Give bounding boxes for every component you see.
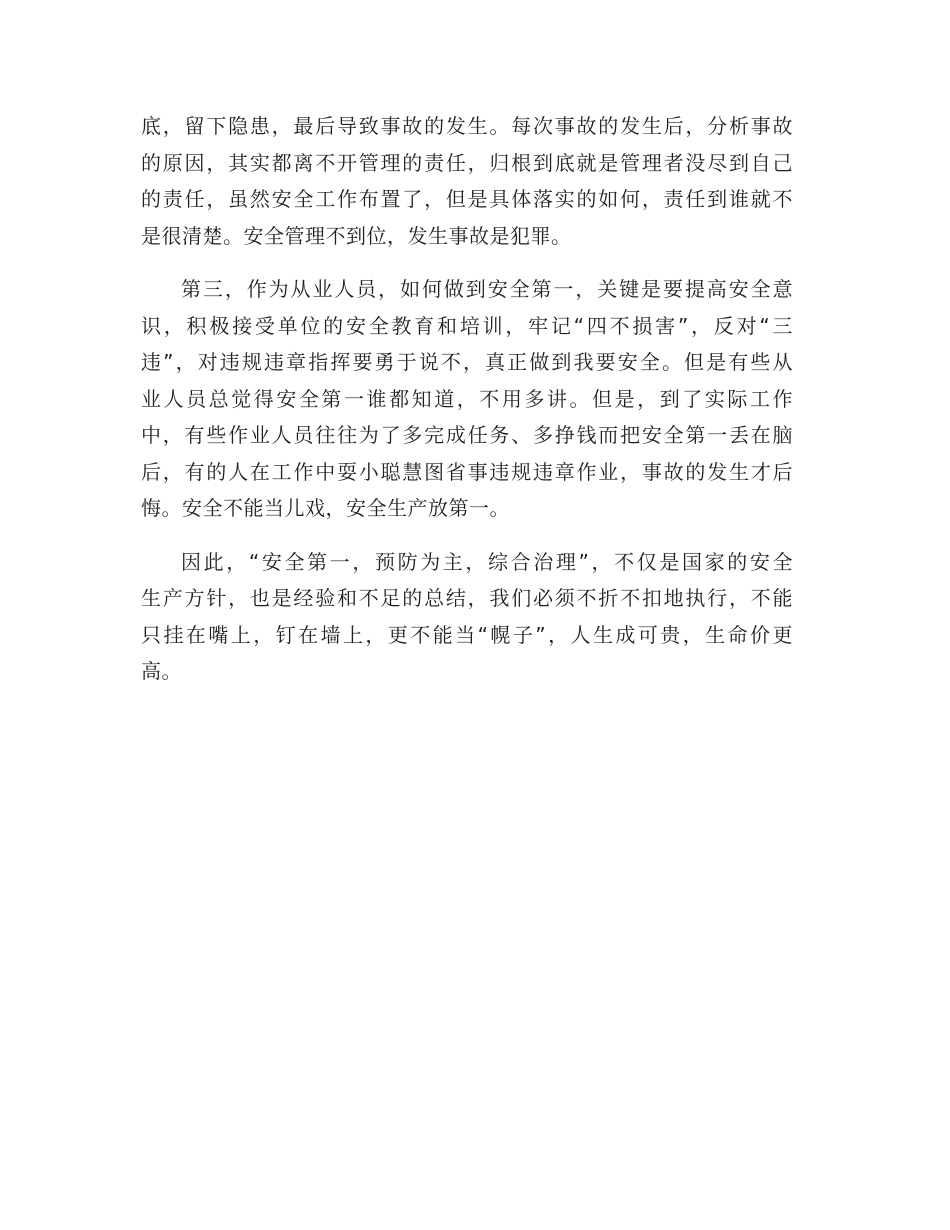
paragraph-line: 的原因，其实都离不开管理的责任，归根到底就是管理者没尽到自己: [141, 150, 793, 175]
paragraph-line: 业人员总觉得安全第一谁都知道，不用多讲。但是，到了实际工作: [141, 386, 793, 411]
paragraph-line: 因此，“安全第一，预防为主，综合治理”，不仅是国家的安全: [181, 549, 793, 574]
paragraph-line: 高。: [141, 659, 182, 683]
paragraph-line: 是很清楚。安全管理不到位，发生事故是犯罪。: [141, 223, 572, 248]
paragraph-line: 后，有的人在工作中耍小聪慧图省事违规违章作业，事故的发生才后: [141, 459, 793, 484]
paragraph-2: [141, 271, 793, 527]
paragraph-1: [141, 108, 793, 254]
paragraph-line: 悔。安全不能当儿戏，安全生产放第一。: [141, 496, 510, 520]
paragraph-line: 的责任，虽然安全工作布置了，但是具体落实的如何，责任到谁就不: [141, 187, 793, 211]
paragraph-line: 违”，对违规违章指挥要勇于说不，真正做到我要安全。但是有些从: [141, 350, 793, 374]
paragraph-line: 第三，作为从业人员，如何做到安全第一，关键是要提高安全意: [181, 277, 793, 301]
document-body: [141, 108, 793, 690]
paragraph-line: 底，留下隐患，最后导致事故的发生。每次事故的发生后，分析事故: [141, 114, 793, 138]
paragraph-line: 只挂在嘴上，钉在墙上，更不能当“幌子”，人生成可贵，生命价更: [141, 622, 793, 647]
paragraph-line: 生产方针，也是经验和不足的总结，我们必须不折不扣地执行，不能: [141, 586, 793, 610]
paragraph-3: [141, 544, 793, 690]
paragraph-line: 中，有些作业人员往往为了多完成任务、多挣钱而把安全第一丢在脑: [141, 423, 793, 447]
paragraph-line: 识，积极接受单位的安全教育和培训，牢记“四不损害”，反对“三: [141, 313, 793, 338]
